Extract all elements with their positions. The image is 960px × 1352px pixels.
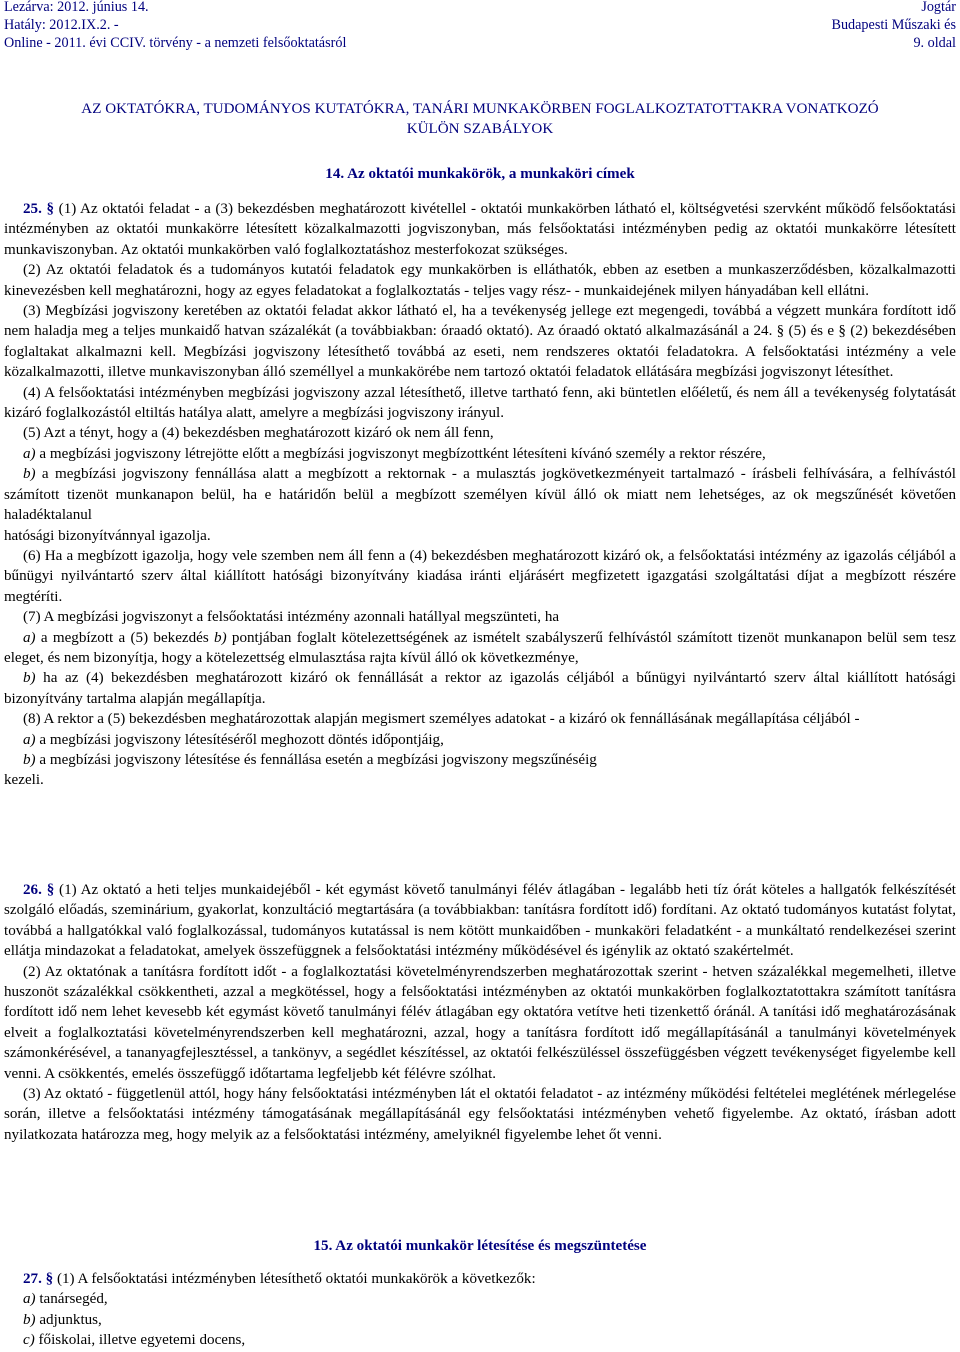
s25-sign: § [46, 201, 55, 217]
s25-p1-text: (1) Az oktatói feladat - a (3) bekezdésben meghatározott kivétellel - oktatói munkakörben látható el, költségvetési szervként működő felsőoktatási intézményben az oktatói munkakörre létesített közalkalmazotti jogviszonyban, más felsőoktatási intézményben pedig az oktatói munkakörre létesített munkaviszonyban. Az oktatói munkakörben való foglalkoztatáshoz mesterfokozat szükséges. [4, 201, 957, 258]
header-right [831, 0, 956, 52]
s26-paragraph-3: (3) Az oktató - függetlenül attól, hogy hány felsőoktatási intézményben lát el oktatói feladatot - az intézmény működési feltételei meglétének mérlegelése során, illetve a felsőoktatási intézmény támogatásának megállapításánál egy felsőoktatási intézményben vehető figyelembe. Az oktató, írásban adott nyilatkozata határozza meg, hogy melyik az a felsőoktatási intézmény, amelyiknél figyelembe lehet őt venni. [4, 1086, 956, 1143]
header-institution: Budapesti Műszaki és [831, 17, 956, 33]
header-left [4, 0, 346, 52]
s27-p1-text: (1) A felsőoktatási intézményben létesíthető oktatói munkakörök a következők: [56, 1271, 536, 1287]
s25-item-7b [4, 668, 956, 709]
item-text: tanársegéd, [39, 1291, 108, 1308]
s27-number: 27. [23, 1271, 42, 1287]
header-publisher: Jogtár [921, 0, 956, 15]
item-label: a) [23, 731, 36, 748]
section-25 [4, 199, 956, 791]
header-law-title: Online - 2011. évi CCIV. törvény - a nemzeti felsőoktatásról [4, 35, 347, 51]
item-label: a) [23, 445, 36, 462]
s27-sign: § [45, 1271, 54, 1287]
s25-paragraph-4: (4) A felsőoktatási intézményben megbízási jogviszony azzal létesíthető, illetve tartható fenn, aki büntetlen előéletű, és nem áll a tevékenység folytatását kizáró foglalkozástól eltiltás hatálya alatt, amelyre a megbízási jogviszony irányul. [4, 384, 956, 422]
item-label: c) [23, 1332, 35, 1349]
s25-paragraph-2: (2) Az oktatói feladatok és a tudományos kutatói feladatok egy munkakörben is elláthatók, ebben az esetben a munkaszerződésben, közalkalmazotti kinevezésben kell meghatározni, hogy az egyes feladatokat a foglalkoztatás - teljes vagy rész- - munkaidejének milyen hányadában kell ellátni. [4, 262, 956, 299]
s25-paragraph-5: (5) Azt a tényt, hogy a (4) bekezdésben meghatározott kizáró ok nem áll fenn, [23, 425, 494, 442]
section-26 [4, 880, 956, 1145]
s25-item-8a [4, 730, 956, 750]
section-14-title: 14. Az oktatói munkakörök, a munkaköri címek [325, 166, 635, 182]
item-text: a megbízási jogviszony fennállása alatt a megbízott a rektornak - a mulasztás jogkövetkezményeit tartalmazó - írásbeli felhívására, a felhívástól számított tizenöt munkanapon belül, ha e határidőn belül a megbízott személyen kívül álló ok miatt nem lehetséges, az ok megszűnését követően haladéktalanul [4, 466, 956, 524]
page-header [4, 0, 956, 60]
s25-paragraph-5-end: hatósági bizonyítvánnyal igazolja. [4, 527, 211, 544]
header-effect-date: Hatály: 2012.IX.2. - [4, 17, 119, 33]
s25-paragraph-3: (3) Megbízási jogviszony keretében az oktatói feladat akkor látható el, ha a tevékenység jellege ezt megengedi, továbbá a végzett munkára fordított idő nem haladja meg a teljes munkaidő hatvan százalékát (a továbbiakban: óraadó oktató). Az óraadó oktató alkalmazásánál a 24. § (5) és e § (2) bekezdésében foglaltakat alkalmazni kell. Megbízási jogviszony létesíthető továbbá az eseti, nem rendszeres oktatói feladatokra. A felsőoktatási intézmény a vele közalkalmazotti, illetve munkaviszonyban álló személlyel a munkakörébe nem tartozó oktatói feladatok ellátására megbízási jogviszonyt létesíthet. [4, 303, 956, 381]
item-label: a) [23, 629, 36, 646]
s26-number: 26. [23, 882, 42, 898]
item-label: b) [23, 1311, 36, 1328]
s25-number: 25. [23, 201, 42, 217]
section-15-title: 15. Az oktatói munkakör létesítése és megszüntetése [313, 1238, 647, 1254]
item-text: a megbízási jogviszony létesítéséről meghozott döntés időpontjáig, [39, 731, 444, 748]
chapter-title-line-1: AZ OKTATÓKRA, TUDOMÁNYOS KUTATÓKRA, TANÁRI MUNKAKÖRBEN FOGLALKOZTATOTTAKRA VONATKOZÓ [81, 101, 879, 117]
item-text: adjunktus, [39, 1311, 102, 1328]
s26-p1-text: (1) Az oktató a heti teljes munkaidejéből - két egymást követő tanulmányi félév átlagában - legalább heti tíz órát köteles a hallgatók felkészítését szolgáló előadás, szeminárium, gyakorlat, konzultáció megtartására (a továbbiakban: tanításra fordított idő) fordítani. Az oktató tudományos kutatást folytat, továbbá a hallgatókkal való foglalkozással, tudományos kutatással is nem kötött munkaidőben - munkaköri feladatként - a munkáltató rendelkezései szerint ellátja mindazokat a feladatokat, amelyek összefüggnek a felsőoktatási intézmény működésével és igénylik az oktató szakértelmét. [4, 882, 956, 960]
item-text: a megbízási jogviszony létrejötte előtt a megbízási jogviszonyt megbízottként létesíteni kívánó személy a rektor részére, [39, 445, 766, 462]
section-27 [4, 1269, 956, 1351]
s25-item-5a [4, 444, 956, 464]
s25-item-5b [4, 464, 956, 525]
s26-sign: § [46, 882, 55, 898]
s25-item-7a [4, 628, 956, 669]
chapter-title-line-2: KÜLÖN SZABÁLYOK [406, 121, 554, 137]
s25-paragraph-8-end: kezeli. [4, 772, 44, 789]
s25-paragraph-7: (7) A megbízási jogviszonyt a felsőoktatási intézmény azonnali hatállyal megszünteti, ha [23, 609, 560, 626]
item-text: főiskolai, illetve egyetemi docens, [38, 1332, 246, 1349]
item-text-cont: pontjában foglalt kötelezettségének az ismételt szabályszerű felhívástól számított tizenöt munkanapon belül sem tesz eleget, és nem bizonyítja, hogy a kötelezettség elmulasztása rajta kívül álló ok következménye, [4, 629, 956, 666]
s26-paragraph-1 [4, 880, 956, 962]
header-page-number: 9. oldal [913, 35, 956, 51]
item-label: b) [23, 466, 36, 483]
s27-item-a [4, 1289, 956, 1309]
s27-item-c [4, 1330, 956, 1350]
s25-paragraph-6: (6) Ha a megbízott igazolja, hogy vele szemben nem áll fenn a (4) bekezdésben meghatározott kizáró ok, a felsőoktatási intézmény az igazolás céljából a bűnügyi nyilvántartó szerv által kiállított hatósági bizonyítvány kiadása iránti eljárásért megfizetett igazgatási szolgáltatási díjat a megbízott részére megtéríti. [4, 547, 956, 605]
chapter-title [4, 99, 956, 139]
s26-paragraph-2: (2) Az oktatónak a tanításra fordított időt - a foglalkoztatási követelményrendszerben meghatározottak szerint - hetven százalékkal megemelheti, illetve huszonöt százalékkal csökkentheti, azzal a megkötéssel, hogy a felsőoktatási intézményben az oktatói munkakörben foglalkoztatottakra számított tanításra fordított idő nem lehet kevesebb két egymást követő tanulmányi félév átlagában egy oktatóra vetítve heti tizenkettő óránál. A tanítási idő meghatározásának elveit a foglalkoztatási követelményrendszerben kell meghatározni, azzal, hogy a tanításra fordított idő megállapításánál a tanulmányi követelmények számonkérésével, a tananyagfejlesztéssel, a tankönyv, a segédlet készítéssel, az oktatói felkészüléssel összefüggésben végzett tevékenységet figyelembe kell venni. A csökkentés, emelés összefüggő időtartama legfeljebb két félévre szólhat. [4, 963, 956, 1082]
header-closed-date: Lezárva: 2012. június 14. [4, 0, 149, 15]
s25-item-8b [4, 750, 956, 770]
item-label: a) [23, 1291, 36, 1308]
s25-paragraph-1 [4, 199, 956, 260]
item-ref-label: b) [214, 629, 227, 646]
s27-paragraph-1 [4, 1269, 956, 1289]
item-text: a megbízott a (5) bekezdés [40, 629, 209, 646]
item-label: b) [23, 670, 36, 687]
item-label: b) [23, 751, 36, 768]
s27-item-b [4, 1310, 956, 1330]
s25-paragraph-8: (8) A rektor a (5) bekezdésben meghatározottak alapján megismert személyes adatokat - a kizáró ok fennállásának megállapítása céljából - [23, 711, 860, 728]
item-text: ha az (4) bekezdésben meghatározott kizáró ok fennállását a rektor az igazolás céljából a bűnügyi nyilvántartó szerv által kiállított hatósági bizonyítvány tartalma alapján megállapítja. [4, 670, 956, 707]
item-text: a megbízási jogviszony létesítése és fennállása esetén a megbízási jogviszony megszűnéséig [39, 751, 597, 768]
